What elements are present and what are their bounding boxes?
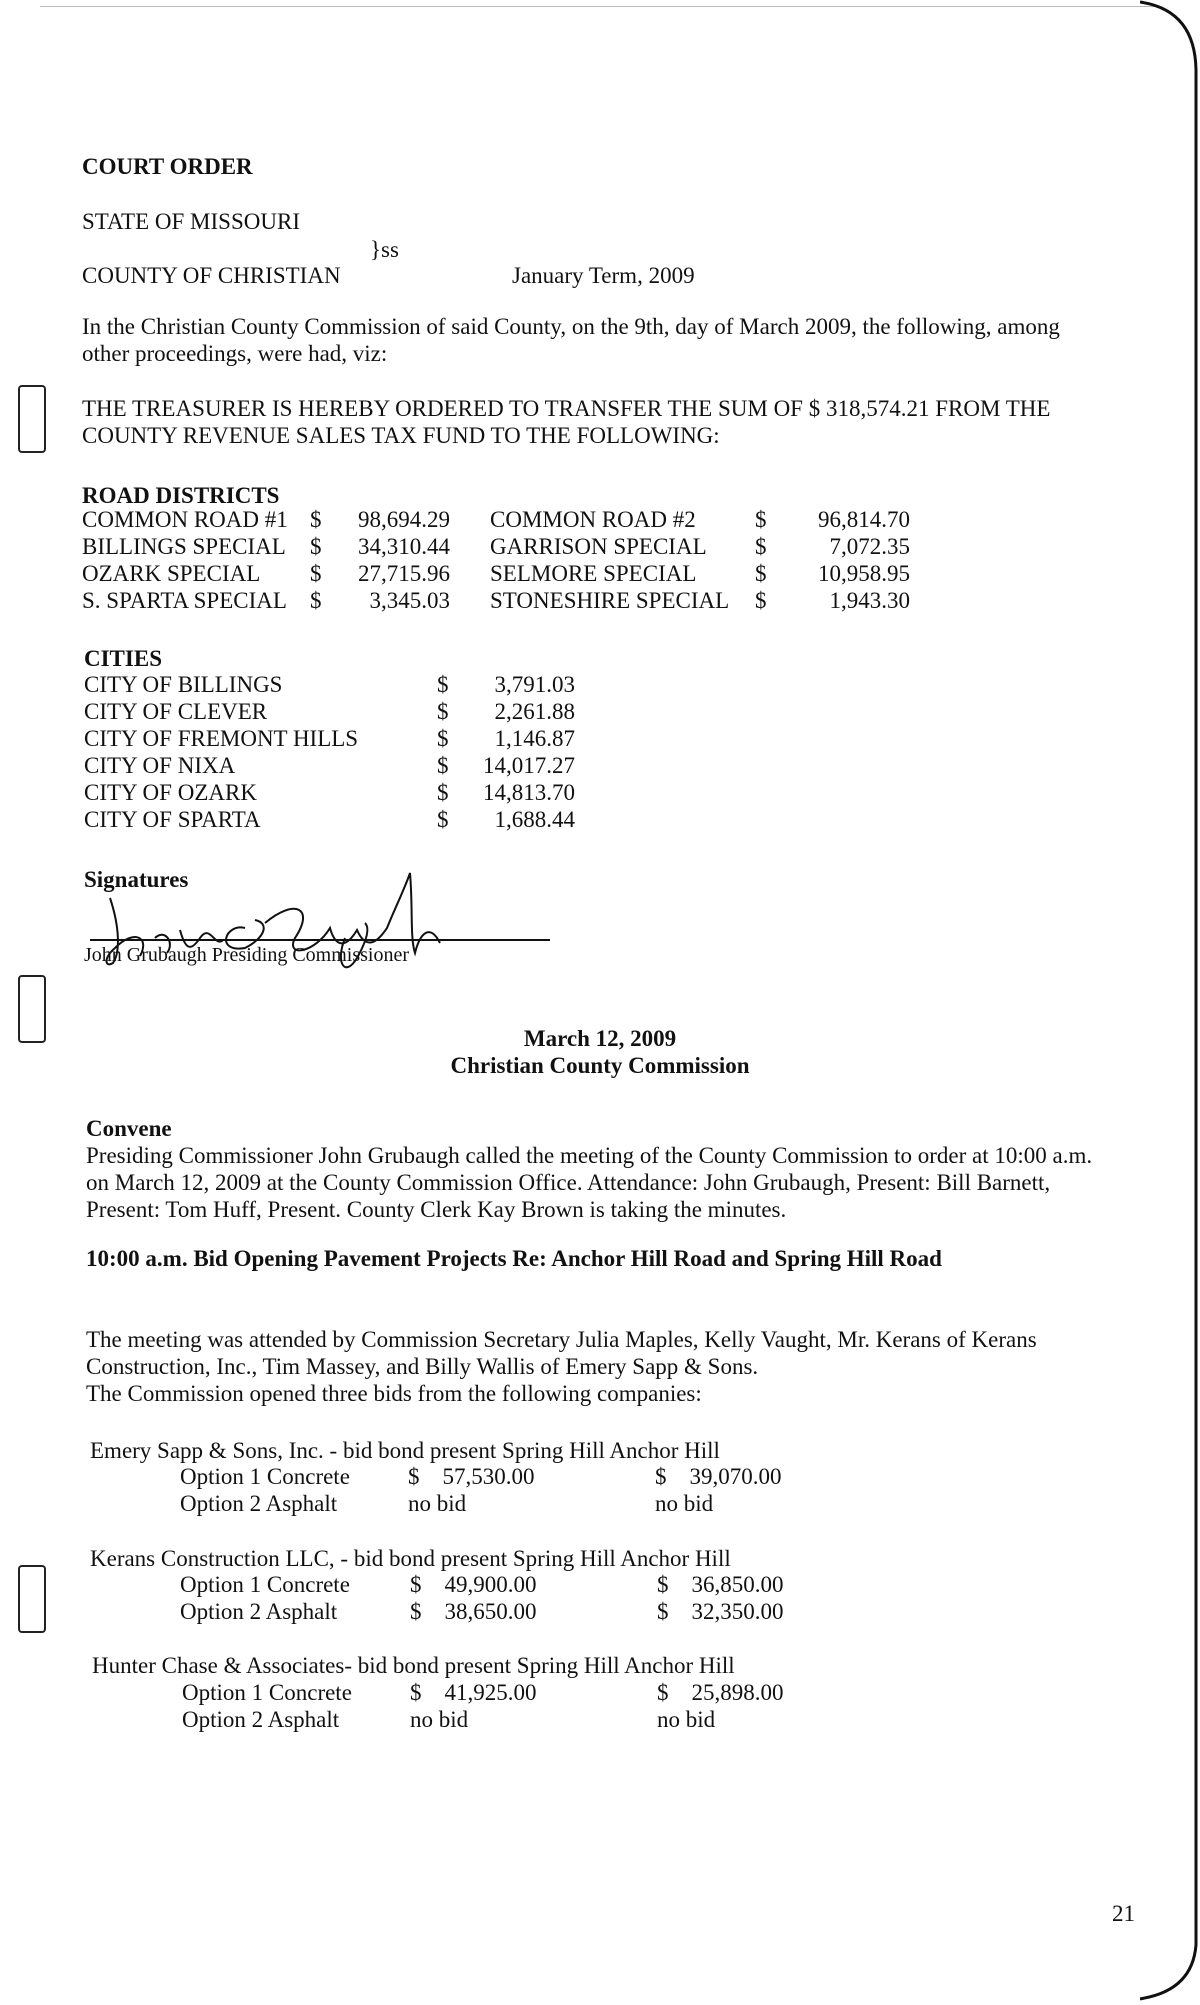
court-order-title: COURT ORDER: [82, 154, 253, 179]
bid-option-row: [0, 1464, 1200, 1491]
intro-paragraph: In the Christian County Commission of said County, on the 9th, day of March 2009, the following, among other proceedings, were had, viz:: [82, 314, 1060, 366]
bid-option-row: [0, 1599, 1200, 1626]
signer-name: John Grubaugh Presiding Commissioner: [84, 944, 409, 966]
bid-option-row: [0, 1707, 1200, 1734]
cities-heading: CITIES: [84, 646, 162, 671]
bid-option-row: [0, 1491, 1200, 1518]
city-amount: 1,146.87: [494, 726, 575, 751]
anchor-hill-bid: $ 25,898.00: [657, 1680, 784, 1705]
currency: $: [755, 588, 767, 613]
city-name: CITY OF SPARTA: [84, 807, 261, 832]
attendance-paragraph: The meeting was attended by Commission Secretary Julia Maples, Kelly Vaught, Mr. Kerans of Kerans Construction, Inc., Tim Massey, and Billy Wallis of Emery Sapp & Sons.: [86, 1327, 1037, 1379]
city-amount: 14,813.70: [483, 780, 575, 805]
city-amount: 3,791.03: [494, 672, 575, 697]
currency: $: [437, 726, 449, 751]
city-name: CITY OF FREMONT HILLS: [84, 726, 359, 751]
table-row: [0, 588, 1200, 615]
anchor-hill-bid: $ 36,850.00: [657, 1572, 784, 1597]
city-amount: 1,688.44: [494, 807, 575, 832]
table-row: [0, 534, 1200, 561]
district-amount: 96,814.70: [818, 507, 910, 532]
city-amount: 2,261.88: [494, 699, 575, 724]
option-label: Option 1 Concrete: [180, 1464, 350, 1489]
bidder-header: Emery Sapp & Sons, Inc. - bid bond present Spring Hill Anchor Hill: [90, 1438, 720, 1463]
currency: $: [310, 507, 322, 532]
ss-mark: }ss: [370, 237, 399, 262]
spring-hill-bid: $ 57,530.00: [408, 1464, 535, 1489]
anchor-hill-bid: no bid: [655, 1491, 714, 1516]
district-name: BILLINGS SPECIAL: [82, 534, 286, 559]
currency: $: [437, 672, 449, 697]
state-line: STATE OF MISSOURI: [82, 209, 300, 234]
table-row: [0, 561, 1200, 588]
table-row: [0, 726, 1200, 753]
table-row: [0, 780, 1200, 807]
district-amount: 3,345.03: [369, 588, 450, 613]
scan-border: [40, 6, 1160, 7]
table-row: [0, 807, 1200, 834]
county-line: COUNTY OF CHRISTIAN: [82, 263, 341, 288]
spring-hill-bid: $ 49,900.00: [410, 1572, 537, 1597]
district-amount: 7,072.35: [829, 534, 910, 559]
option-label: Option 2 Asphalt: [182, 1707, 340, 1732]
district-amount: 1,943.30: [829, 588, 910, 613]
transfer-order: THE TREASURER IS HEREBY ORDERED TO TRANSFER THE SUM OF $ 318,574.21 FROM THE COUNTY REVENUE SALES TAX FUND TO THE FOLLOWING:: [82, 396, 1051, 448]
convene-paragraph: Presiding Commissioner John Grubaugh called the meeting of the County Commission to order at 10:00 a.m. on March 12, 2009 at the County Commission Office. Attendance: John Grubaugh, Present: Bill Barnett, Present: Tom Huff, Present. County Clerk Kay Brown is taking the minutes.: [86, 1143, 1093, 1222]
bid-option-row: [0, 1680, 1200, 1707]
district-amount: 27,715.96: [358, 561, 450, 586]
district-name: COMMON ROAD #2: [490, 507, 696, 532]
currency: $: [310, 561, 322, 586]
table-row: [0, 753, 1200, 780]
option-label: Option 2 Asphalt: [180, 1599, 338, 1624]
convene-heading: Convene: [86, 1116, 172, 1141]
currency: $: [437, 699, 449, 724]
city-name: CITY OF CLEVER: [84, 699, 268, 724]
district-name: COMMON ROAD #1: [82, 507, 288, 532]
signature-line: [90, 939, 550, 941]
district-name: GARRISON SPECIAL: [490, 534, 707, 559]
district-amount: 98,694.29: [358, 507, 450, 532]
minutes-body: Christian County Commission: [450, 1053, 750, 1078]
district-name: SELMORE SPECIAL: [490, 561, 697, 586]
currency: $: [310, 588, 322, 613]
option-label: Option 1 Concrete: [182, 1680, 352, 1705]
city-name: CITY OF OZARK: [84, 780, 257, 805]
table-row: [0, 507, 1200, 534]
bids-intro: The Commission opened three bids from the following companies:: [86, 1381, 702, 1406]
anchor-hill-bid: $ 32,350.00: [657, 1599, 784, 1624]
bid-opening-heading: 10:00 a.m. Bid Opening Pavement Projects Re: Anchor Hill Road and Spring Hill Road: [86, 1246, 942, 1271]
signatures-heading: Signatures: [84, 867, 189, 892]
bidder-header: Hunter Chase & Associates- bid bond present Spring Hill Anchor Hill: [92, 1653, 735, 1678]
table-row: [0, 672, 1200, 699]
option-label: Option 2 Asphalt: [180, 1491, 338, 1516]
minutes-date: March 12, 2009: [523, 1026, 677, 1051]
district-name: OZARK SPECIAL: [82, 561, 261, 586]
anchor-hill-bid: no bid: [657, 1707, 716, 1732]
city-name: CITY OF BILLINGS: [84, 672, 283, 697]
bid-option-row: [0, 1572, 1200, 1599]
currency: $: [437, 807, 449, 832]
currency: $: [437, 753, 449, 778]
page-number: 21: [1112, 1901, 1135, 1926]
spring-hill-bid: $ 38,650.00: [410, 1599, 537, 1624]
currency: $: [755, 561, 767, 586]
district-amount: 34,310.44: [358, 534, 450, 559]
spring-hill-bid: $ 41,925.00: [410, 1680, 537, 1705]
spring-hill-bid: no bid: [408, 1491, 467, 1516]
table-row: [0, 699, 1200, 726]
city-amount: 14,017.27: [483, 753, 575, 778]
spring-hill-bid: no bid: [410, 1707, 469, 1732]
bidder-header: Kerans Construction LLC, - bid bond present Spring Hill Anchor Hill: [90, 1546, 731, 1571]
currency: $: [755, 507, 767, 532]
binder-hole: [18, 385, 46, 453]
district-name: STONESHIRE SPECIAL: [490, 588, 730, 613]
road-districts-heading: ROAD DISTRICTS: [82, 483, 280, 508]
city-name: CITY OF NIXA: [84, 753, 236, 778]
currency: $: [310, 534, 322, 559]
currency: $: [755, 534, 767, 559]
term-line: January Term, 2009: [512, 263, 695, 288]
anchor-hill-bid: $ 39,070.00: [655, 1464, 782, 1489]
district-name: S. SPARTA SPECIAL: [82, 588, 287, 613]
district-amount: 10,958.95: [818, 561, 910, 586]
option-label: Option 1 Concrete: [180, 1572, 350, 1597]
currency: $: [437, 780, 449, 805]
